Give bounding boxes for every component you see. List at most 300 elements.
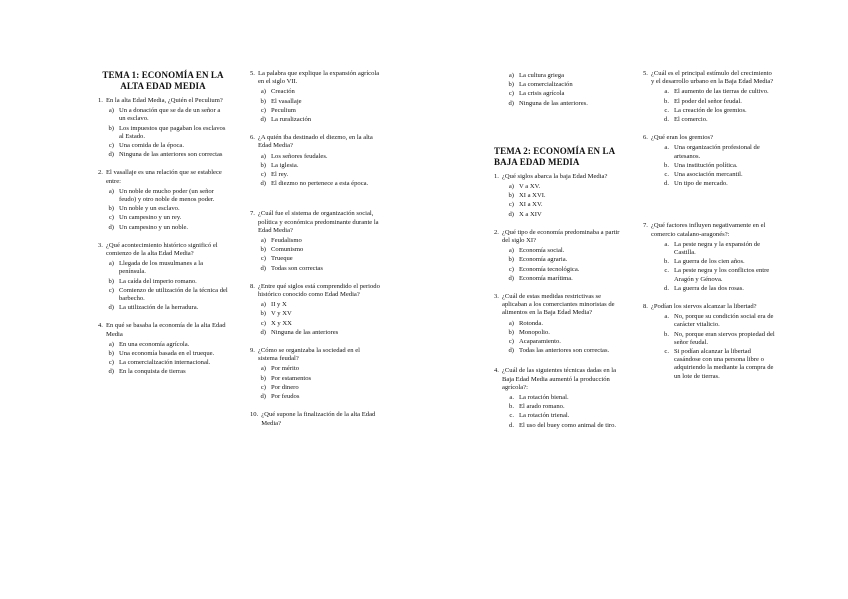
option-list [250, 365, 380, 401]
answer-option [494, 266, 626, 274]
answer-option [250, 180, 380, 188]
answer-option [250, 255, 380, 263]
option-text: Por mérito [271, 365, 300, 373]
option-label: c. [664, 171, 669, 179]
option-text: La rotación trienal. [519, 412, 570, 420]
answer-option [98, 304, 228, 312]
answer-option [643, 331, 775, 347]
option-label: d. [664, 180, 669, 188]
answer-option [494, 247, 626, 255]
option-text: Un noble de mucho poder (un señor feudo) y otro noble de menos poder. [119, 187, 215, 204]
answer-option [494, 100, 626, 108]
option-list [98, 107, 228, 159]
question-list [494, 173, 626, 430]
option-text: La comercialización [519, 81, 573, 89]
option-label: d. [664, 116, 669, 124]
option-label: b) [108, 350, 114, 358]
question-text: ¿Qué siglos abarca la baja Edad Media? [501, 172, 608, 180]
option-label: b) [508, 192, 514, 200]
option-text: XI a XV. [519, 201, 543, 209]
question-stem [494, 173, 626, 181]
question-number: 6. [250, 134, 255, 142]
question [494, 367, 626, 429]
option-label: d) [508, 99, 514, 107]
question-stem [250, 70, 380, 86]
option-text: Peculium [271, 106, 296, 114]
option-label: d) [108, 368, 114, 376]
answer-option [98, 151, 228, 159]
answer-option [643, 241, 775, 257]
option-text: La guerra de los cien años. [674, 258, 745, 266]
answer-option [494, 72, 626, 80]
question-number: 1. [98, 97, 103, 104]
option-label: b) [508, 81, 514, 89]
question-text: En qué se basaba la economía de la alta Edad Media [105, 322, 226, 338]
option-label: b) [260, 246, 266, 254]
option-label: c) [260, 171, 266, 179]
option-label: d) [260, 264, 266, 272]
question [643, 222, 775, 293]
option-list [494, 394, 626, 430]
option-text: Acaparamiento. [519, 338, 561, 346]
option-label: c) [508, 338, 514, 346]
option-text: No, porque su condición social era de carácter vitalicio. [674, 313, 774, 329]
option-label: c) [508, 265, 514, 273]
answer-option [643, 98, 775, 106]
answer-option [98, 278, 228, 286]
option-list [250, 153, 380, 189]
option-label: b. [509, 403, 514, 411]
option-list [250, 301, 380, 337]
option-text: Un tipo de mercado. [674, 180, 728, 188]
question-stem [494, 293, 626, 318]
question [643, 134, 775, 188]
answer-option [494, 320, 626, 328]
option-text: El diezmo no pertenece a esta época. [271, 180, 369, 188]
answer-option [643, 116, 775, 124]
option-text: No, porque eran siervos propiedad del señor feudal. [674, 330, 775, 346]
option-label: b) [508, 256, 514, 264]
option-text: Una organización profesional de artesanos. [674, 144, 760, 160]
option-text: El poder del señor feudal. [674, 97, 742, 105]
option-text: El aumento de las tierras de cultivo. [674, 88, 769, 96]
question-text: ¿Cuál fue el sistema de organización social, política y económica predominante durante la Edad Media? [257, 210, 379, 234]
option-text: Una asociación mercantil. [674, 171, 743, 179]
question-list [643, 70, 775, 381]
option-list [98, 260, 228, 312]
option-text: Una economía basada en el trueque. [119, 350, 215, 358]
answer-option [250, 237, 380, 245]
option-label: c) [508, 90, 514, 98]
question-stem [250, 411, 380, 427]
answer-option [98, 214, 228, 222]
option-label: a) [260, 152, 266, 160]
question [643, 303, 775, 381]
question [250, 134, 380, 188]
question-stem [250, 210, 380, 235]
option-text: Por estamentos [271, 374, 312, 382]
option-label: a) [260, 88, 266, 96]
question-number: 3. [98, 241, 103, 249]
option-label: d) [260, 116, 266, 124]
option-text: Comienzo de utilización de la técnica del barbecho. [119, 286, 228, 303]
question-stem [250, 283, 380, 299]
option-text: Ninguna de las anteriores son correctas [119, 151, 223, 159]
option-text: Por feudos [271, 393, 300, 401]
question [250, 283, 380, 337]
question [250, 70, 380, 124]
answer-option [98, 205, 228, 213]
answer-option [250, 320, 380, 328]
option-label: a. [664, 240, 669, 248]
option-text: Comunismo [271, 246, 304, 254]
question-number: 8. [250, 282, 255, 290]
answer-option [643, 107, 775, 115]
option-text: Un campesino y un noble. [119, 223, 189, 231]
answer-option [643, 144, 775, 160]
answer-option [250, 153, 380, 161]
answer-option [250, 116, 380, 124]
option-text: Ninguna de las anteriores. [519, 99, 588, 107]
question-number: 7. [643, 222, 648, 230]
option-label: a) [260, 237, 266, 245]
answer-option [494, 338, 626, 346]
option-text: Un noble y un esclavo. [119, 205, 180, 213]
option-text: Si podían alcanzar la libertad casándose con una persona libre o adquiriendo la mediante la compra de un lote de tierras. [674, 348, 774, 380]
option-label: c) [508, 201, 514, 209]
answer-option [494, 422, 626, 430]
option-text: Todas son correctas [271, 264, 323, 272]
option-label: c) [260, 319, 266, 327]
question-text: ¿Podían los siervos alcanzar la libertad? [650, 303, 757, 311]
question-number: 2. [494, 228, 499, 236]
question-stem [98, 322, 228, 338]
option-label: a. [664, 88, 669, 96]
option-label: b. [664, 258, 669, 266]
option-label: b) [260, 374, 266, 382]
option-text: X y XX [271, 319, 292, 327]
question-text: ¿Qué supone la finalización de la alta Edad Media? [261, 411, 376, 427]
question-stem [494, 367, 626, 392]
option-text: La utilización de la herradura. [119, 304, 199, 312]
question-text: El vasallaje es una relación que se establece entre: [105, 169, 222, 185]
question-number: 4. [494, 367, 499, 375]
answer-option [250, 265, 380, 273]
answer-option [250, 375, 380, 383]
option-list [643, 88, 775, 124]
option-text: XI a XVI. [519, 192, 546, 200]
option-label: b) [260, 97, 266, 105]
option-text: El vasallaje [271, 97, 302, 105]
question-number: 8. [643, 303, 648, 311]
option-label: a. [664, 144, 669, 152]
answer-option [494, 183, 626, 191]
question-stem [643, 303, 775, 311]
option-label: b) [260, 310, 266, 318]
option-text: Llegada de los musulmanes a la península. [119, 260, 204, 276]
option-label: d) [508, 210, 514, 218]
option-text: La guerra de las dos rosas. [674, 284, 744, 292]
answer-option [643, 258, 775, 266]
answer-option [643, 171, 775, 179]
answer-option [250, 384, 380, 392]
question-number: 1. [494, 172, 499, 180]
option-text: La iglesia. [271, 161, 299, 169]
option-text: La peste negra y los conflictos entre Aragón y Génova. [674, 267, 770, 283]
option-list [250, 237, 380, 273]
question-text: ¿Cuál de estas medidas restrictivas se aplicaban a los comerciantes minoristas de alimentos en la Baja Edad Media? [501, 293, 615, 317]
option-label: a) [108, 340, 114, 348]
answer-option [643, 88, 775, 96]
option-text: Rotonda. [519, 319, 543, 327]
question [98, 322, 228, 376]
answer-option [494, 192, 626, 200]
question [98, 242, 228, 313]
question-stem [643, 70, 775, 86]
option-text: Por dinero [271, 383, 299, 391]
question-list [98, 97, 228, 377]
option-label: a) [108, 260, 114, 268]
question-text: ¿Entre qué siglos está comprendido el periodo histórico conocido como Edad Media? [257, 282, 380, 299]
question-text: En la alta Edad Media, ¿Quién el Peculium? [105, 97, 223, 104]
option-text: El comercio. [674, 116, 708, 124]
option-text: V y XV [271, 310, 292, 318]
question-text: ¿Qué factores influyen negativamente en el comercio catalano-aragonés?: [650, 222, 766, 238]
section-title: TEMA 1: ECONOMÍA EN LA ALTA EDAD MEDIA [102, 70, 224, 91]
question-list [250, 70, 380, 428]
question [98, 97, 228, 159]
option-text: Un a donación que se da de un señor a un esclavo. [119, 107, 221, 123]
option-label: b) [108, 277, 114, 285]
answer-option [250, 98, 380, 106]
question-text: ¿Cómo se organizaba la sociedad en el sistema feudal? [257, 347, 360, 363]
answer-option [98, 125, 228, 141]
option-label: c. [664, 106, 669, 114]
option-text: El uso del buey como animal de tiro. [519, 421, 617, 429]
option-text: La crisis agrícola [519, 90, 565, 98]
option-text: Una institución política. [674, 161, 738, 169]
option-text: Monopolio. [519, 328, 550, 336]
option-label: d) [260, 180, 266, 188]
option-list [494, 183, 626, 219]
option-label: c) [108, 286, 114, 294]
option-text: Economía agraria. [519, 256, 568, 264]
question-stem [98, 169, 228, 185]
option-text: V a XV. [519, 183, 541, 191]
answer-option [494, 329, 626, 337]
option-list [643, 241, 775, 293]
option-text: Feudalismo [271, 237, 302, 245]
answer-option [98, 107, 228, 123]
option-label: b. [664, 97, 669, 105]
question-stem [98, 242, 228, 258]
option-label: c) [108, 214, 114, 222]
option-text: La ruralización [271, 116, 312, 124]
option-label: d) [508, 347, 514, 355]
question-text: La palabra que explique la expansión agrícola en el siglo VII. [257, 70, 380, 86]
option-text: El arado romano. [519, 403, 565, 411]
option-label: d) [108, 223, 114, 231]
option-label: b) [108, 205, 114, 213]
question-stem [643, 134, 775, 142]
option-label: c. [664, 267, 669, 275]
option-label: c. [509, 412, 514, 420]
question-text: ¿Cuál de las siguientes técnicas dadas en la Baja Edad Media aumentó la producción agrícola?: [501, 367, 617, 391]
question [494, 293, 626, 355]
option-list [98, 341, 228, 377]
column-2 [250, 70, 380, 428]
option-text: En la conquista de tierras [119, 368, 186, 376]
option-label: b) [260, 161, 266, 169]
question [494, 229, 626, 283]
answer-option [494, 412, 626, 420]
answer-option [250, 393, 380, 401]
option-label: b) [508, 328, 514, 336]
option-label: d. [664, 284, 669, 292]
column-3 [494, 70, 626, 430]
question-text: ¿Qué tipo de economía predominaba a partir del siglo XI? [501, 228, 620, 245]
answer-option [250, 171, 380, 179]
option-list [250, 88, 380, 124]
answer-option [643, 313, 775, 329]
question-text: ¿A quién iba destinado el diezmo, en la alta Edad Media? [257, 134, 373, 150]
question-stem [250, 347, 380, 363]
answer-option [494, 81, 626, 89]
option-label: a) [260, 365, 266, 373]
question-text: ¿Qué eran los gremios? [650, 134, 714, 142]
option-label: d) [260, 393, 266, 401]
answer-option [98, 368, 228, 376]
question-number: 6. [643, 134, 648, 142]
answer-option [494, 256, 626, 264]
answer-option [98, 359, 228, 367]
option-text: Economía tecnológica. [519, 265, 580, 273]
question-number: 3. [494, 293, 499, 301]
answer-option [250, 246, 380, 254]
option-label: a. [664, 313, 669, 321]
answer-option [98, 142, 228, 150]
answer-option [494, 403, 626, 411]
answer-option [250, 88, 380, 96]
option-list [98, 188, 228, 232]
answer-option [250, 329, 380, 337]
answer-option [250, 310, 380, 318]
option-label: d) [508, 274, 514, 282]
option-label: b. [664, 330, 669, 338]
question-number: 4. [98, 322, 103, 330]
option-label: a) [108, 107, 114, 115]
option-label: a) [108, 187, 114, 195]
column-1 [98, 70, 228, 377]
option-label: b) [108, 124, 114, 132]
option-text: Los impuestos que pagaban los esclavos al Estado. [119, 124, 226, 140]
option-label: a) [508, 319, 514, 327]
answer-option [98, 260, 228, 276]
option-label: a. [509, 394, 514, 402]
option-text: Trueque [271, 255, 293, 263]
question-text: ¿Cuál es el principal estímulo del crecimiento y el desarrollo urbano en la Baja Edad Media? [650, 70, 774, 86]
question [643, 70, 775, 124]
answer-option [250, 365, 380, 373]
answer-option [494, 347, 626, 355]
option-text: La comercialización internacional. [119, 359, 211, 367]
option-label: b. [664, 161, 669, 169]
option-list [494, 320, 626, 356]
option-text: La cultura griega [519, 72, 565, 79]
column-4 [643, 70, 775, 381]
question [98, 169, 228, 231]
option-text: La creación de los gremios. [674, 106, 747, 114]
option-label: a) [508, 183, 514, 191]
option-text: X a XIV [519, 210, 542, 218]
answer-option [643, 180, 775, 188]
option-text: Todas las anteriores son correctas. [519, 347, 610, 355]
answer-option [494, 275, 626, 283]
question [250, 210, 380, 272]
answer-option [98, 341, 228, 349]
answer-option [494, 394, 626, 402]
answer-option [494, 211, 626, 219]
option-label: c) [260, 255, 266, 263]
option-text: En una economía agrícola. [119, 340, 190, 348]
option-text: II y X [271, 301, 287, 309]
question-number: 7. [250, 210, 255, 218]
question-stem [98, 97, 228, 105]
option-label: d) [108, 151, 114, 159]
option-label: d. [509, 421, 514, 429]
option-label: a) [508, 72, 514, 79]
question-number: 10. [250, 411, 259, 419]
question-number: 2. [98, 169, 103, 177]
carry-over-options [494, 72, 626, 108]
question [250, 411, 380, 427]
option-text: La peste negra y la expansión de Castilla. [674, 240, 761, 257]
answer-option [494, 201, 626, 209]
option-label: d) [108, 304, 114, 312]
option-label: c) [108, 142, 114, 150]
option-label: a) [260, 301, 266, 309]
question-number: 9. [250, 347, 255, 355]
question-text: ¿Qué acontecimiento histórico significó el comienzo de la alta Edad Media? [105, 241, 218, 258]
question [494, 173, 626, 219]
option-label: d) [260, 328, 266, 336]
question-stem [494, 229, 626, 245]
question-number: 5. [250, 70, 255, 77]
option-label: c) [260, 383, 266, 391]
option-text: Economía social. [519, 247, 565, 255]
answer-option [98, 350, 228, 358]
section-title: TEMA 2: ECONOMÍA EN LA BAJA EDAD MEDIA [494, 145, 615, 167]
option-text: La rotación bienal. [519, 394, 569, 402]
answer-option [250, 107, 380, 115]
question-number: 5. [643, 70, 648, 77]
option-text: La caída del imperio romano. [119, 277, 197, 285]
option-text: Una comida de la época. [119, 142, 184, 150]
option-label: c) [108, 359, 114, 367]
question-stem [643, 222, 775, 238]
answer-option [643, 285, 775, 293]
answer-option [643, 348, 775, 381]
option-label: c. [664, 348, 669, 356]
answer-option [98, 224, 228, 232]
option-text: Un campesino y un rey. [119, 214, 182, 222]
option-text: El rey. [271, 171, 289, 179]
answer-option [250, 162, 380, 170]
answer-option [98, 188, 228, 204]
option-text: Los señores feudales. [271, 152, 328, 160]
option-list [643, 144, 775, 188]
answer-option [494, 90, 626, 98]
